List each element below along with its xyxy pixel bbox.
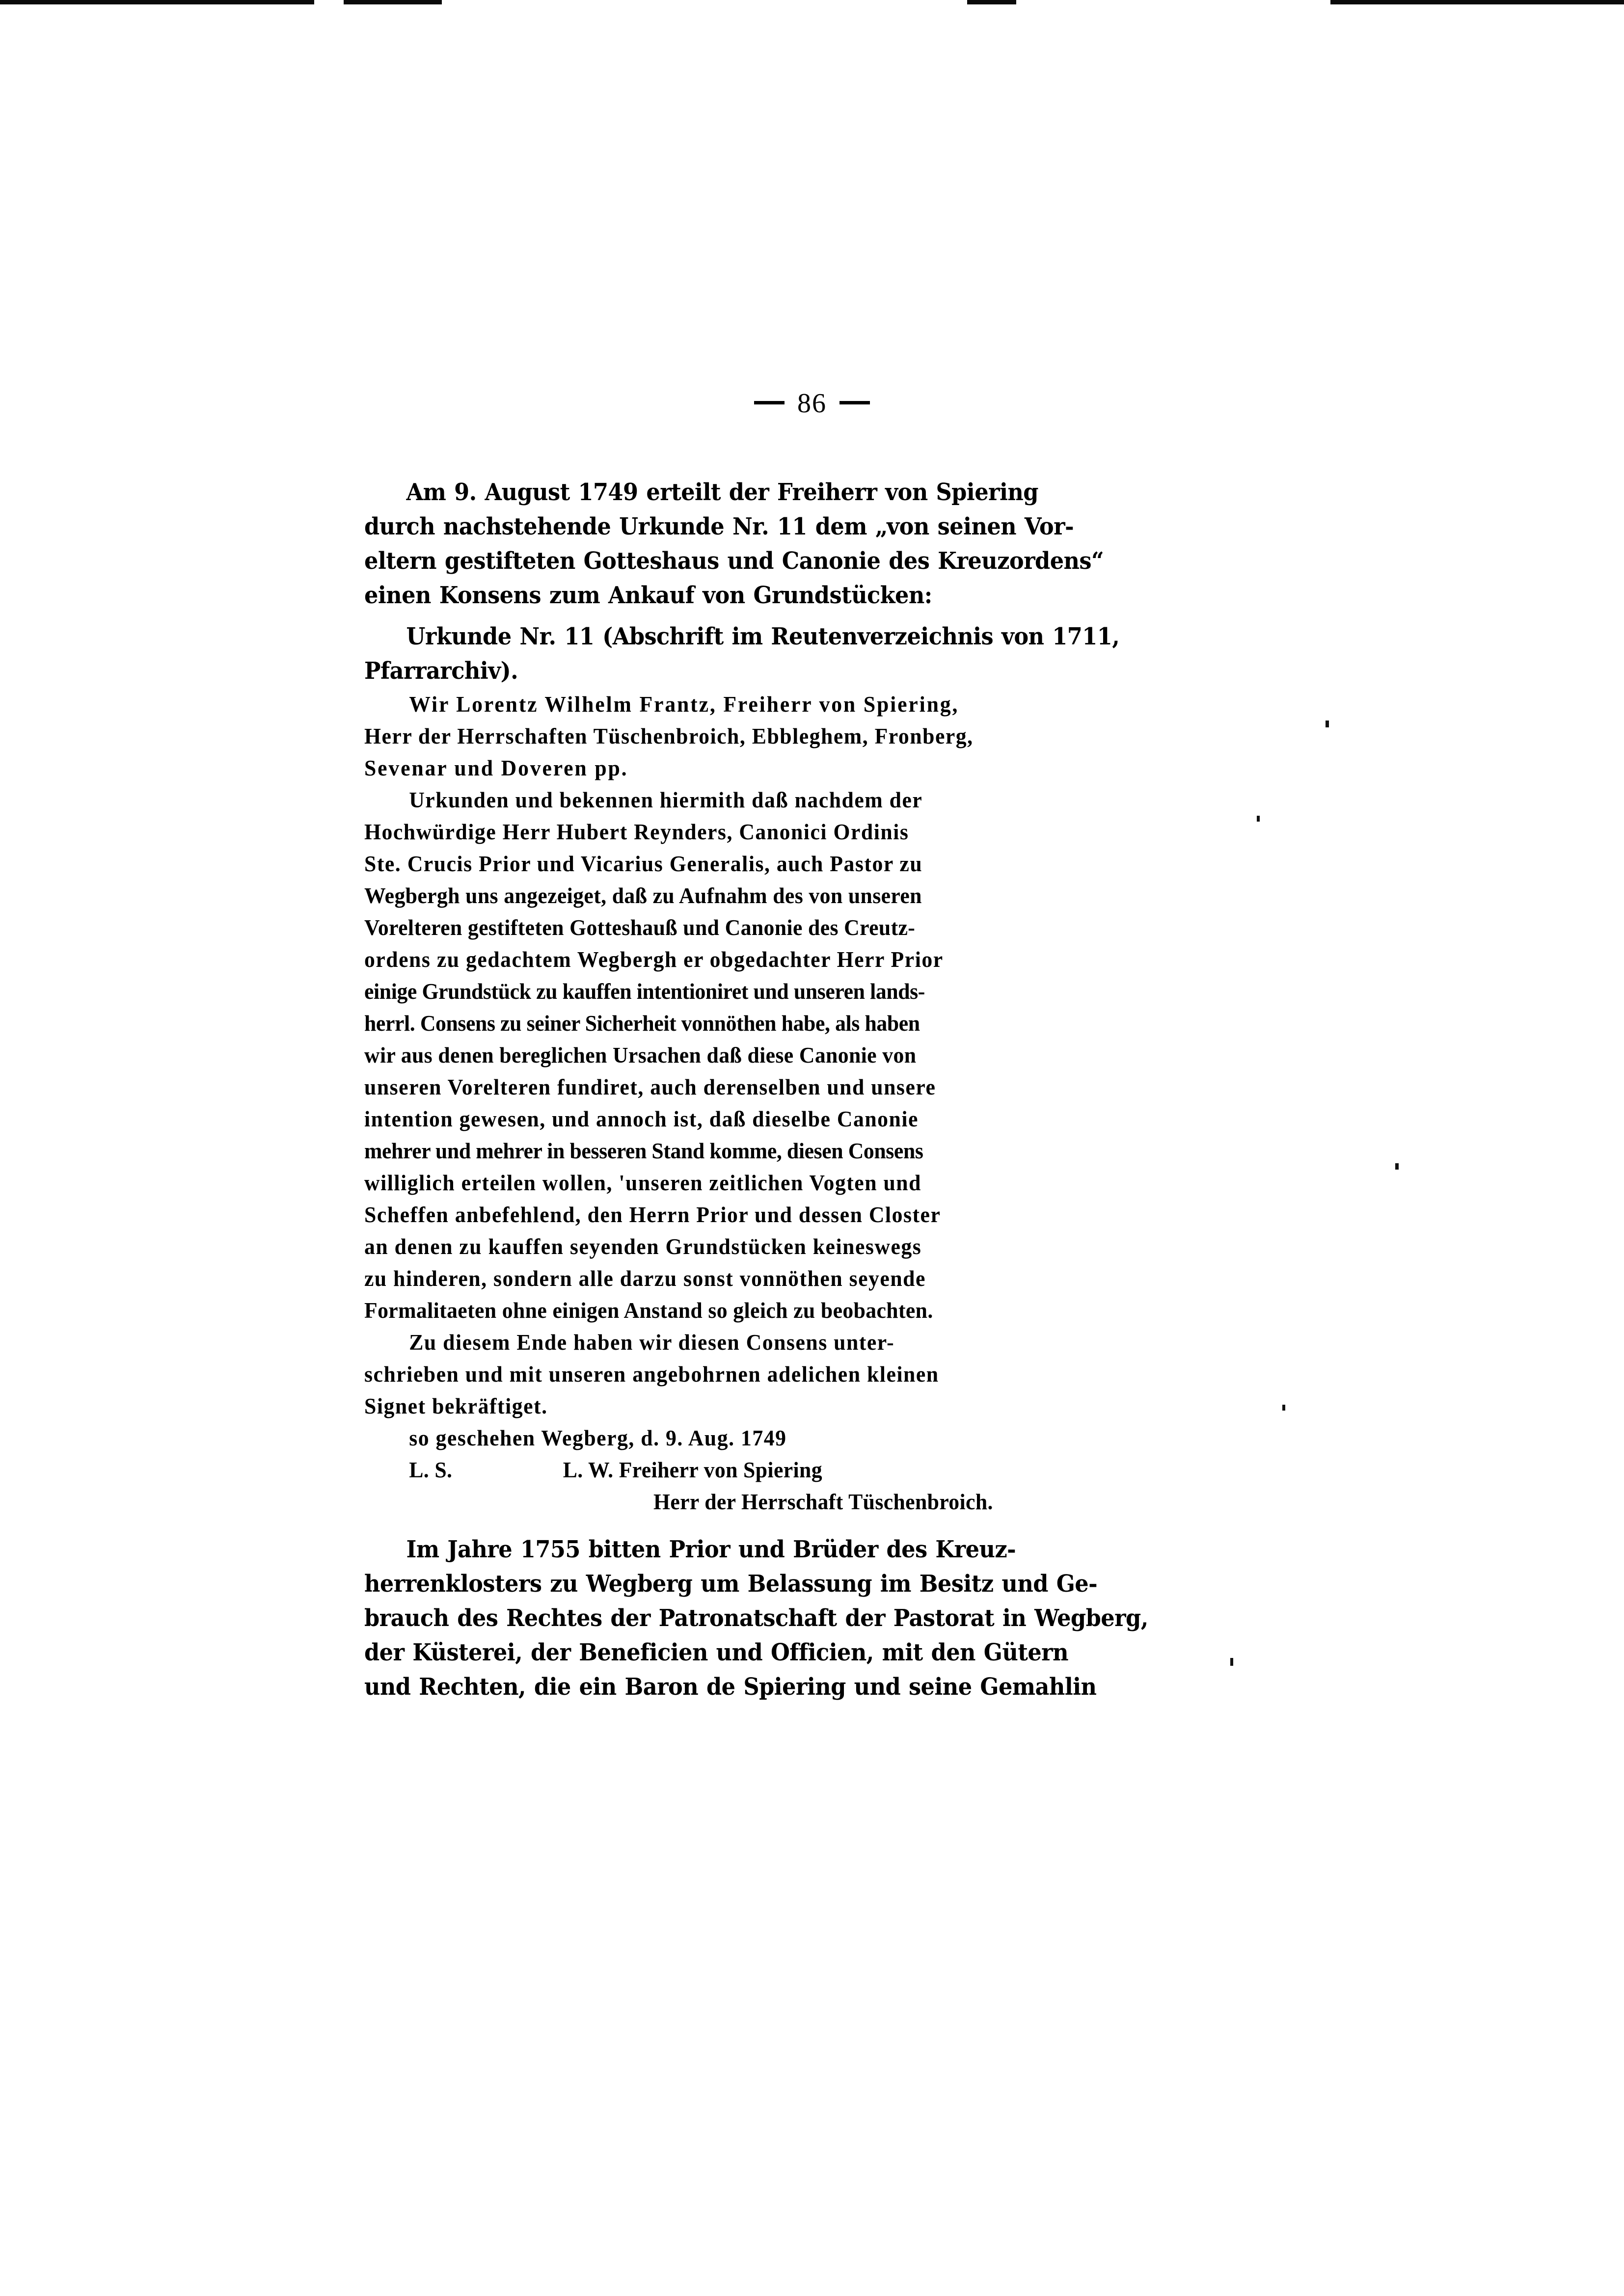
- closing-line: Zu diesem Ende haben wir diesen Consens unter-: [409, 1330, 895, 1355]
- body-line: williglich erteilen wollen, 'unseren zeitlichen Vogten und: [364, 1170, 921, 1195]
- intro-line: durch nachstehende Urkunde Nr. 11 dem „von seinen Vor-: [364, 513, 1074, 540]
- source-note-line: Pfarrarchiv).: [364, 657, 518, 685]
- header-rule-left: [754, 401, 785, 404]
- header-rule-right: [839, 401, 870, 404]
- signatory-title: Herr der Herrschaft Tüschenbroich.: [653, 1489, 993, 1514]
- closing-fraktur-line: und Rechten, die ein Baron de Spiering und seine Gemahlin: [364, 1673, 1097, 1701]
- salutation-line: Herr der Herrschaften Tüschenbroich, Ebbleghem, Fronberg,: [364, 723, 974, 748]
- scan-speck: [1282, 1405, 1285, 1411]
- closing-fraktur-line: brauch des Rechtes der Patronatschaft der Pastorat in Wegberg,: [364, 1604, 1148, 1632]
- charter-date-line: so geschehen Wegberg, d. 9. Aug. 1749: [409, 1425, 787, 1450]
- seal-mark: L. S.: [409, 1457, 453, 1482]
- body-line: ordens zu gedachtem Wegbergh er obgedachter Herr Prior: [364, 947, 944, 972]
- source-note-fraktur: [364, 619, 1275, 688]
- body-line: wir aus denen bereglichen Ursachen daß diese Canonie von: [364, 1042, 917, 1068]
- scan-speck: [1326, 721, 1329, 727]
- intro-fraktur-paragraph: [364, 475, 1275, 613]
- closing-line: schrieben und mit unseren angebohrnen adelichen kleinen: [364, 1362, 939, 1387]
- body-line: einige Grundstück zu kauffen intentioniret und unseren lands-: [364, 979, 925, 1004]
- closing-fraktur-line: Im Jahre 1755 bitten Prior und Brüder des Kreuz-: [406, 1536, 1016, 1563]
- page-number: 86: [797, 388, 827, 419]
- page-header: [0, 388, 1624, 419]
- body-line: Wegbergh uns angezeiget, daß zu Aufnahm des von unseren: [364, 883, 922, 908]
- body-line: an denen zu kauffen seyenden Grundstücken keineswegs: [364, 1234, 922, 1259]
- closing-fraktur-paragraph: [364, 1532, 1275, 1704]
- closing-line: Signet bekräftiget.: [364, 1393, 548, 1418]
- charter-body: [364, 784, 1274, 1326]
- body-line: herrl. Consens zu seiner Sicherheit vonnöthen habe, als haben: [364, 1011, 920, 1036]
- body-line: Ste. Crucis Prior und Vicarius Generalis, auch Pastor zu: [364, 851, 923, 876]
- body-line: Urkunden und bekennen hiermith daß nachdem der: [409, 787, 923, 812]
- closing-fraktur-line: der Küsterei, der Beneficien und Officien, mit den Gütern: [364, 1639, 1069, 1666]
- body-line: mehrer und mehrer in besseren Stand komme, diesen Consens: [364, 1138, 923, 1163]
- closing-fraktur-line: herrenklosters zu Wegberg um Belassung im Besitz und Ge-: [364, 1570, 1098, 1598]
- signature-row: [364, 1454, 1274, 1486]
- body-line: Formalitaeten ohne einigen Anstand so gleich zu beobachten.: [364, 1298, 933, 1323]
- body-line: zu hinderen, sondern alle darzu sonst vonnöthen seyende: [364, 1266, 926, 1291]
- intro-line: eltern gestifteten Gotteshaus und Canonie des Kreuzordens“: [364, 547, 1104, 575]
- scan-edge-artifact: [0, 0, 1624, 4]
- signature-block: [364, 1422, 1274, 1518]
- salutation-line: Wir Lorentz Wilhelm Frantz, Freiherr von Spiering,: [409, 692, 959, 717]
- body-line: Scheffen anbefehlend, den Herrn Prior und dessen Closter: [364, 1202, 941, 1227]
- intro-line: Am 9. August 1749 erteilt der Freiherr von Spiering: [406, 479, 1038, 506]
- charter-salutation: [364, 688, 1274, 784]
- body-line: Vorelteren gestifteten Gotteshauß und Canonie des Creutz-: [364, 915, 916, 940]
- body-line: unseren Vorelteren fundiret, auch derenselben und unsere: [364, 1074, 936, 1099]
- source-note-line: Urkunde Nr. 11 (Abschrift im Reutenverzeichnis von 1711,: [406, 623, 1120, 650]
- body-line: intention gewesen, und annoch ist, daß dieselbe Canonie: [364, 1106, 919, 1131]
- intro-line: einen Konsens zum Ankauf von Grundstücken:: [364, 582, 932, 609]
- salutation-line: Sevenar und Doveren pp.: [364, 755, 628, 780]
- body-line: Hochwürdige Herr Hubert Reynders, Canonici Ordinis: [364, 819, 909, 844]
- text-block: [364, 475, 1275, 1704]
- scan-speck: [1395, 1163, 1399, 1170]
- signatory-name: L. W. Freiherr von Spiering: [563, 1457, 822, 1482]
- charter-closing: [364, 1326, 1274, 1422]
